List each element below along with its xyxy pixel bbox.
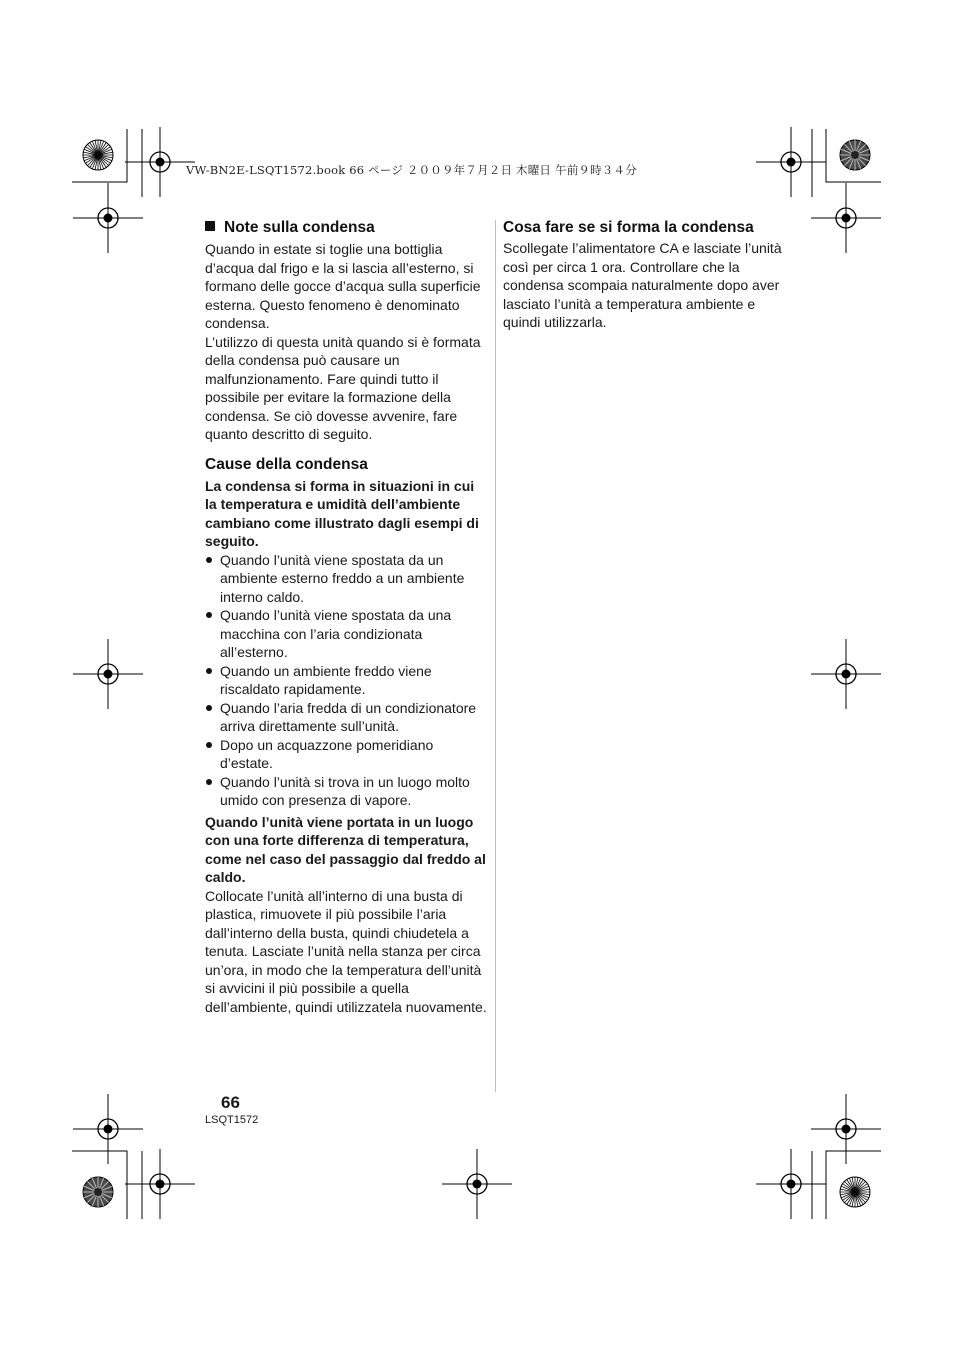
intro-paragraph: L’utilizzo di questa unità quando si è formata della condensa può causare un malfunzionamento. Fare quindi tutto il possibile per evitare la formazione della condensa. Se ciò dovesse avvenire, fare quanto descritto di seguito. [205,333,481,442]
bullet-icon [206,705,212,711]
intro-paragraph: Quando in estate si toglie una bottiglia d’acqua dal frigo e la si lascia all’esterno, si formano delle gocce d’acqua sulla superficie esterna. Questo fenomeno è denominato condensa. [205,241,481,331]
list-item [205,606,487,662]
causes-heading: Cause della condensa [205,455,368,473]
document-code: LSQT1572 [205,1114,259,1126]
column-divider [495,220,496,1092]
list-item-text: Dopo un acquazzone pomeridiano d’estate. [220,736,434,771]
left-column [205,218,487,1016]
list-item-text: Quando un ambiente freddo viene riscaldato rapidamente. [220,662,432,697]
bullet-icon [206,557,212,563]
bullet-icon [206,742,212,748]
bullet-icon [206,779,212,785]
page-number: 66 [221,1093,240,1112]
list-item [205,551,487,607]
causes-bold-intro: La condensa si forma in situazioni in cui la temperatura e umidità dell’ambiente cambiano come illustrato dagli esempi di seguito. [205,477,479,549]
list-item [205,773,487,810]
list-item [205,736,487,773]
right-column [503,218,785,332]
list-item [205,662,487,699]
condensation-action-heading: Cosa fare se si forma la condensa [503,219,754,236]
list-item [205,699,487,736]
list-item-text: Quando l’unità viene spostata da una macchina con l’aria condizionata all’esterno. [220,607,452,660]
book-header-info: VW-BN2E-LSQT1572.book 66 ページ ２００９年７月２日 木曜日 午前９時３４分 [186,163,637,177]
condensation-action-text: Scollegate l’alimentatore CA e lasciate l’unità così per circa 1 ora. Controllare che la condensa scompaia naturalmente dopo aver lasciato l’unità a temperatura ambiente e quindi utilizzarla. [503,240,782,330]
temperature-instructions: Collocate l’unità all’interno di una busta di plastica, rimuovete il più possibile l’aria dall’interno della busta, quindi chiudetela a tenuta. Lasciate l’unità nella stanza per circa un’ora, in modo che la temperatura dell’unità si avvicini il più possibile a quella dell’ambiente, quindi utilizzatela nuovamente. [205,887,487,1015]
list-item-text: Quando l’aria fredda di un condizionatore arriva direttamente sull’unità. [220,699,477,734]
section-title [205,218,487,238]
list-item-text: Quando l’unità viene spostata da un ambiente esterno freddo a un ambiente interno caldo. [220,551,465,605]
causes-list [205,551,487,810]
temperature-bold-note: Quando l’unità viene portata in un luogo con una forte differenza di temperatura, come nel caso del passaggio dal freddo al caldo. [205,813,486,885]
black-square-icon [205,221,215,231]
bullet-icon [206,668,212,674]
list-item-text: Quando l’unità si trova in un luogo molto umido con presenza di vapore. [220,773,470,808]
bullet-icon [206,612,212,618]
section-title-text: Note sulla condensa [224,219,375,236]
